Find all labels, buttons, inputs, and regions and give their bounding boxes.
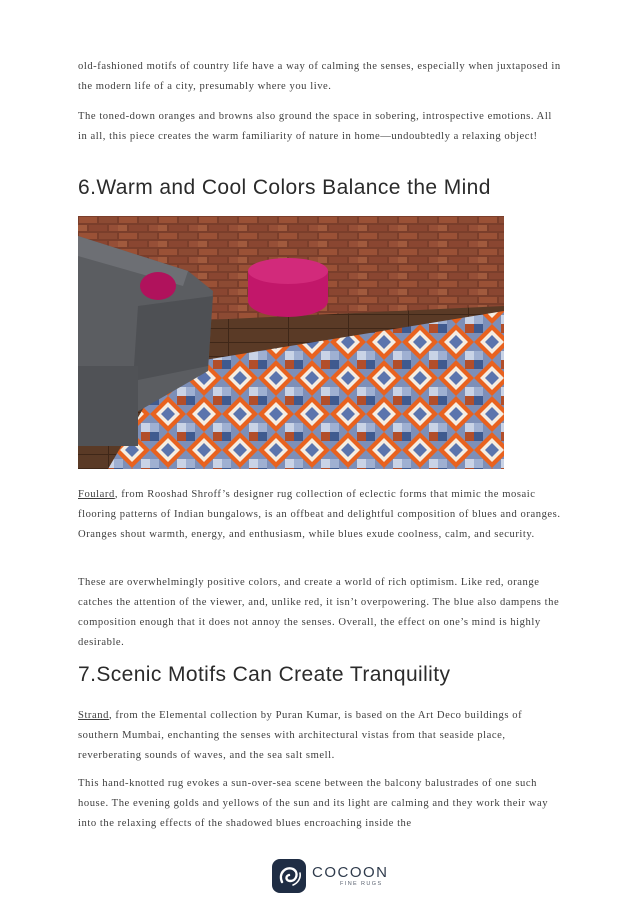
brand-tagline: FINE RUGS: [340, 880, 383, 887]
intro-paragraph-1: old-fashioned motifs of country life have a way of calming the senses, especially when juxtaposed in the modern life of a city, presumably where you live.: [78, 61, 561, 92]
living-room-rug-photo: [78, 216, 504, 469]
cocoon-logo: [272, 858, 389, 894]
section-7-paragraph-2: This hand-knotted rug evokes a sun-over-sea scene between the balcony balustrades of one such house. The evening golds and yellows of the sun and its light are calming and they work their way into the relaxing effects of the shadowed blues encroaching inside the: [78, 778, 549, 829]
section-6-paragraph-1-text: , from Rooshad Shroff’s designer rug collection of eclectic forms that mimic the mosaic flooring patterns of Indian bungalows, is an offbeat and delightful composition of blues and oranges. Oranges shout warmth, energy, and enthusiasm, while blues exude coolness, calm, and security.: [78, 489, 561, 540]
section-6-paragraph-1: [78, 485, 563, 545]
cocoon-swirl-icon: [272, 859, 306, 893]
foulard-link[interactable]: Foulard: [78, 489, 115, 500]
rug-photo-illustration: [78, 216, 504, 469]
brand-name: COCOON: [312, 863, 389, 881]
section-6-heading: 6.Warm and Cool Colors Balance the Mind: [78, 176, 491, 199]
section-6-paragraph-2: These are overwhelmingly positive colors, and create a world of rich optimism. Like red, orange catches the attention of the viewer, and, unlike red, it isn’t overpowering. The blue also dampens the composition enough that it does not annoy the senses. Overall, the effect on one’s mind is highly desirable.: [78, 577, 560, 648]
logo-wordmark: [312, 865, 389, 888]
strand-link[interactable]: Strand: [78, 710, 109, 721]
section-7-paragraph-1: [78, 706, 563, 766]
section-7-heading: 7.Scenic Motifs Can Create Tranquility: [78, 663, 451, 686]
intro-paragraph-2: The toned-down oranges and browns also ground the space in sobering, introspective emotions. All in all, this piece creates the warm familiarity of nature in home—undoubtedly a relaxing object!: [78, 111, 552, 142]
section-7-paragraph-1-text: , from the Elemental collection by Puran Kumar, is based on the Art Deco buildings of southern Mumbai, enchanting the senses with architectural vistas from that seaside place, reverberating sounds of waves, and the sea salt smell.: [78, 710, 523, 761]
